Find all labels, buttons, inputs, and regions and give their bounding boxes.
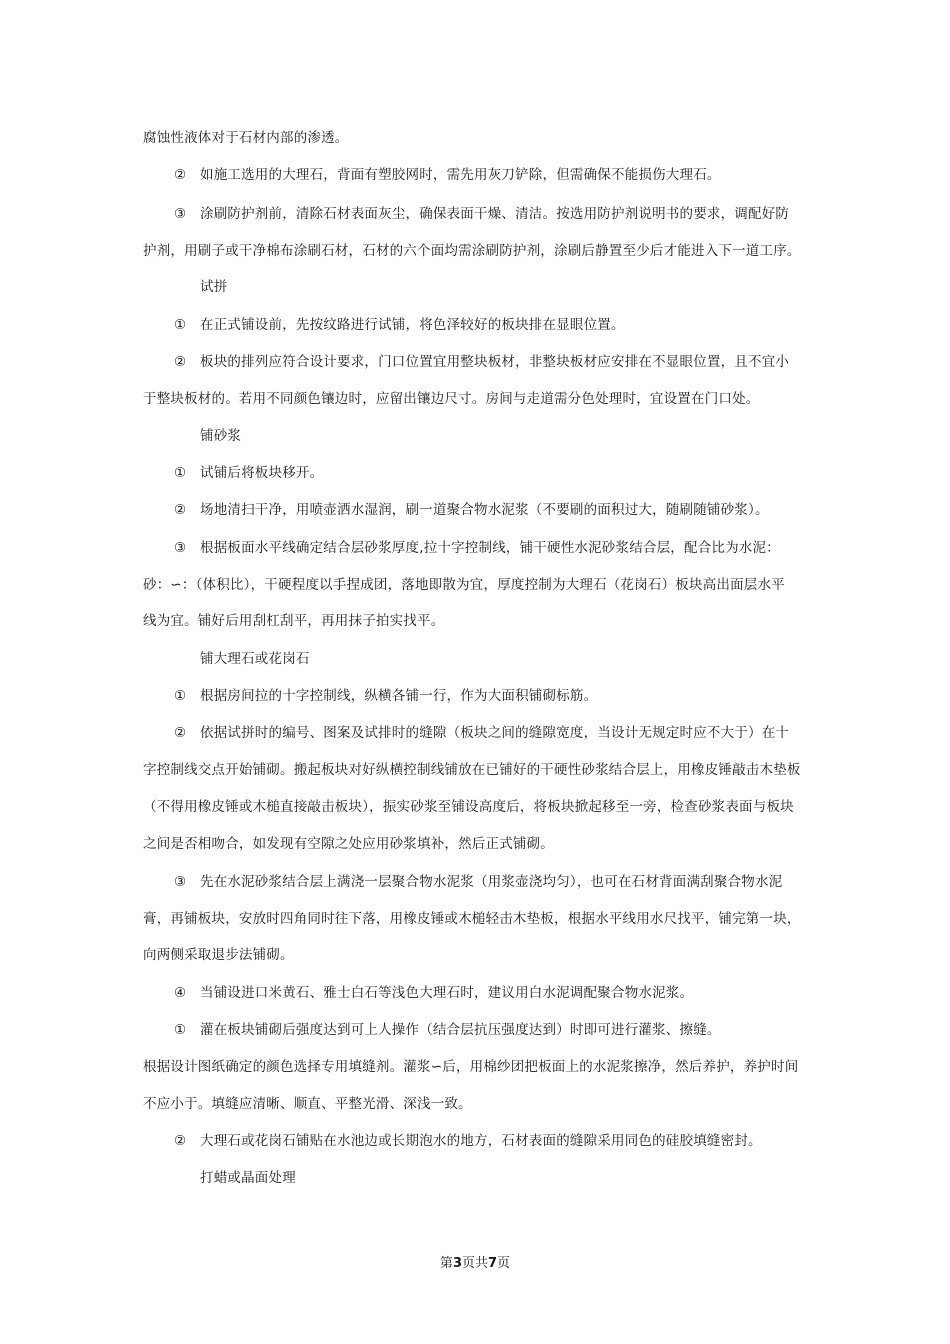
text-line: （不得用橡皮锤或木槌直接敲击板块），振实砂浆至铺设高度后，将板块掀起移至一旁，检查砂浆表面与板块 <box>143 799 794 815</box>
section-heading: 打蜡或晶面处理 <box>200 1170 296 1186</box>
text-line: 根据设计图纸确定的颜色选择专用填缝剂。灌浆∽后，用棉纱团把板面上的水泥浆擦净，然后养护，养护时间 <box>143 1059 799 1075</box>
section-heading: 铺砂浆 <box>200 428 242 444</box>
text-line: 膏，再铺板块，安放时四角同时往下落，用橡皮锤或木槌轻击木垫板，根据水平线用水尺找平，铺完第一块， <box>143 911 801 927</box>
section-heading: 试拼 <box>200 279 228 295</box>
text-line: 向两侧采取退步法铺砌。 <box>143 947 294 963</box>
footer-page-number: 3 <box>452 1256 462 1271</box>
footer-prefix: 第 <box>439 1256 453 1271</box>
text-line: 不应小于。填缝应清晰、顺直、平整光滑、深浅一致。 <box>143 1096 472 1112</box>
text-line: ③ 根据板面水平线确定结合层砂浆厚度,拉十字控制线，铺干硬性水泥砂浆结合层，配合比为水泥： <box>174 540 780 556</box>
text-line: 线为宜。铺好后用刮杠刮平，再用抹子拍实找平。 <box>143 613 445 629</box>
text-line: ① 灌在板块铺砌后强度达到可上人操作（结合层抗压强度达到）时即可进行灌浆、擦缝。 <box>174 1022 721 1038</box>
text-line: ② 大理石或花岗石铺贴在水池边或长期泡水的地方，石材表面的缝隙采用同色的硅胶填缝密封。 <box>174 1133 762 1149</box>
text-line: ④ 当铺设进口米黄石、雅士白石等浅色大理石时，建议用白水泥调配聚合物水泥浆。 <box>174 985 694 1001</box>
text-line: ① 在正式铺设前，先按纹路进行试铺，将色泽较好的板块排在显眼位置。 <box>174 317 625 333</box>
text-line: 字控制线交点开始铺砌。搬起板块对好纵横控制线铺放在已铺好的干硬性砂浆结合层上，用橡皮锤敲击木垫板 <box>143 762 801 778</box>
text-line: ② 如施工选用的大理石，背面有塑胶网时，需先用灰刀铲除，但需确保不能损伤大理石。 <box>174 167 721 183</box>
text-line: 砂：∽：（体积比），干硬程度以手捏成团，落地即散为宜，厚度控制为大理石（花岗石）板块高出面层水平 <box>143 577 785 593</box>
text-line: ③ 涂刷防护剂前，清除石材表面灰尘，确保表面干燥、清洁。按选用防护剂说明书的要求，调配好防 <box>174 206 790 222</box>
footer-page-total: 7 <box>488 1256 498 1271</box>
section-heading: 铺大理石或花岗石 <box>200 651 310 667</box>
text-line: 之间是否相吻合，如发现有空隙之处应用砂浆填补，然后正式铺砌。 <box>143 836 554 852</box>
text-line: ③ 先在水泥砂浆结合层上满浇一层聚合物水泥浆（用浆壶浇均匀），也可在石材背面满刮聚合物水泥 <box>174 874 783 890</box>
text-line: ① 试铺后将板块移开。 <box>174 465 324 481</box>
text-line: ② 场地清扫干净，用喷壶洒水湿润，刷一道聚合物水泥浆（不要刷的面积过大，随刷随铺砂浆）。 <box>174 502 769 518</box>
text-line: 护剂，用刷子或干净棉布涂刷石材，石材的六个面均需涂刷防护剂，涂刷后静置至少后才能进入下一道工序。 <box>143 243 801 259</box>
text-line: ① 根据房间拉的十字控制线，纵横各铺一行，作为大面积铺砌标筋。 <box>174 688 598 704</box>
text-line: 腐蚀性液体对于石材内部的渗透。 <box>143 130 349 146</box>
footer-suffix: 页 <box>497 1256 511 1271</box>
text-line: ② 依据试拼时的编号、图案及试排时的缝隙（板块之间的缝隙宽度，当设计无规定时应不大于）在十 <box>174 725 790 741</box>
text-line: ② 板块的排列应符合设计要求，门口位置宜用整块板材，非整块板材应安排在不显眼位置，且不宜小 <box>174 354 790 370</box>
page-footer <box>0 1255 950 1273</box>
text-line: 于整块板材的。若用不同颜色镶边时，应留出镶边尺寸。房间与走道需分色处理时，宜设置在门口处。 <box>143 391 760 407</box>
footer-middle: 页共 <box>461 1256 488 1271</box>
